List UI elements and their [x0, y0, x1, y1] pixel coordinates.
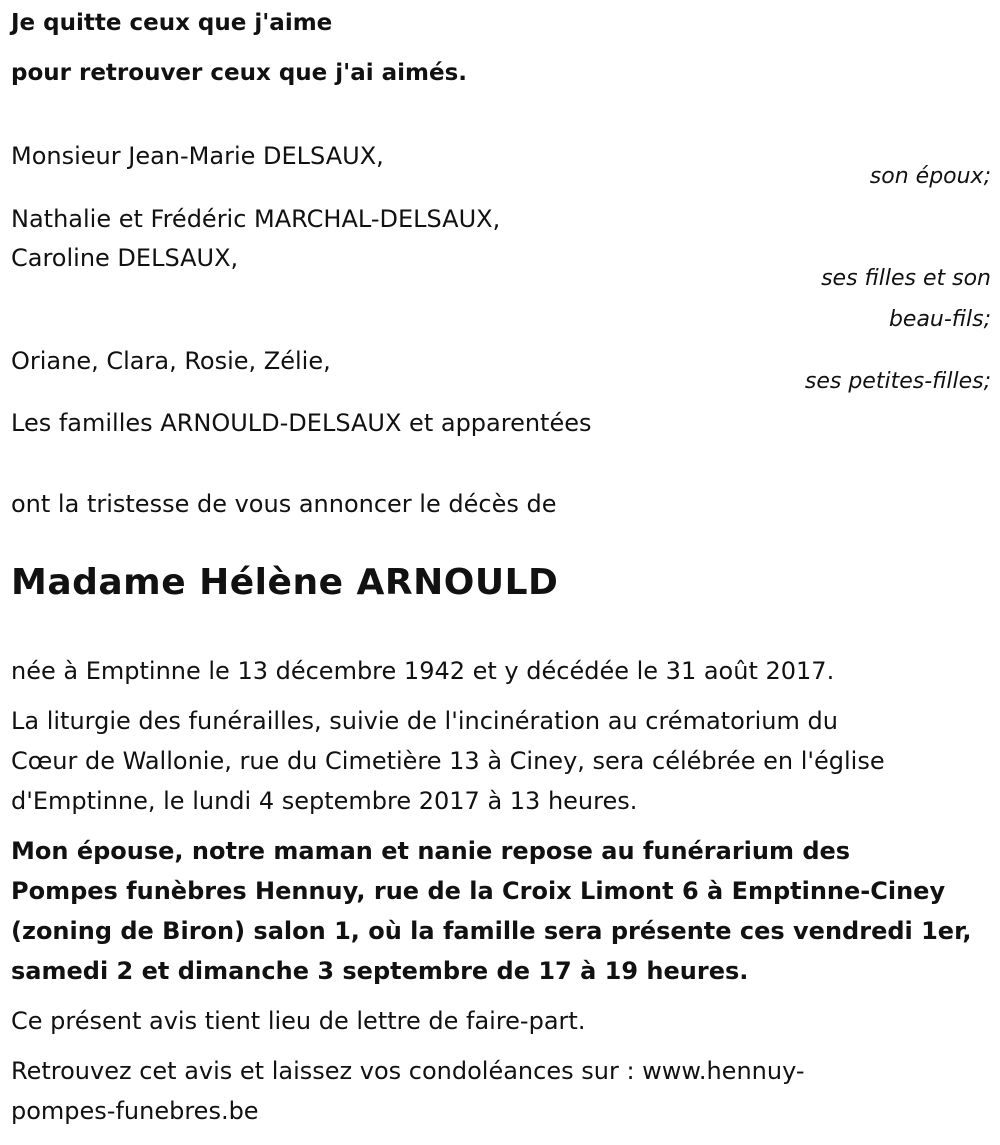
extended-families: Les familles ARNOULD-DELSAUX et apparentées	[11, 409, 592, 437]
birth-death-text: née à Emptinne le 13 décembre 1942 et y décédée le 31 août 2017.	[11, 657, 835, 685]
grandchildren-role: ses petites-filles;	[804, 369, 991, 394]
liturgy-line-2: Cœur de Wallonie, rue du Cimetière 13 à Ciney, sera célébrée en l'église	[11, 747, 885, 775]
liturgy-line-1: La liturgie des funérailles, suivie de l'incinération au crématorium du	[11, 707, 838, 735]
funerarium-line-2: Pompes funèbres Hennuy, rue de la Croix Limont 6 à Emptinne-Ciney	[11, 877, 946, 905]
quote-line-1: Je quitte ceux que j'aime	[11, 10, 333, 36]
spouse-name: Monsieur Jean-Marie DELSAUX,	[11, 142, 384, 170]
daughter-name-2: Caroline DELSAUX,	[11, 244, 239, 272]
quote-line-2: pour retrouver ceux que j'ai aimés.	[11, 60, 468, 86]
spouse-role: son époux;	[869, 164, 991, 189]
daughters-role-line-1: ses filles et son	[821, 266, 991, 291]
daughters-role-line-2: beau-fils;	[888, 307, 991, 332]
grandchildren-names: Oriane, Clara, Rosie, Zélie,	[11, 347, 331, 375]
condolences-line-1: Retrouvez cet avis et laissez vos condoléances sur : www.hennuy-	[11, 1057, 805, 1085]
notice-text: Ce présent avis tient lieu de lettre de faire-part.	[11, 1007, 586, 1035]
deceased-name: Madame Hélène ARNOULD	[11, 562, 559, 603]
condolences-line-2: pompes-funebres.be	[11, 1097, 259, 1125]
liturgy-line-3: d'Emptinne, le lundi 4 septembre 2017 à 13 heures.	[11, 787, 638, 815]
funerarium-line-1: Mon épouse, notre maman et nanie repose au funérarium des	[11, 837, 851, 865]
announcement-text: ont la tristesse de vous annoncer le décès de	[11, 490, 557, 518]
funerarium-line-4: samedi 2 et dimanche 3 septembre de 17 à 19 heures.	[11, 957, 749, 985]
funerarium-line-3: (zoning de Biron) salon 1, où la famille sera présente ces vendredi 1er,	[11, 917, 972, 945]
daughter-name-1: Nathalie et Frédéric MARCHAL-DELSAUX,	[11, 205, 501, 233]
